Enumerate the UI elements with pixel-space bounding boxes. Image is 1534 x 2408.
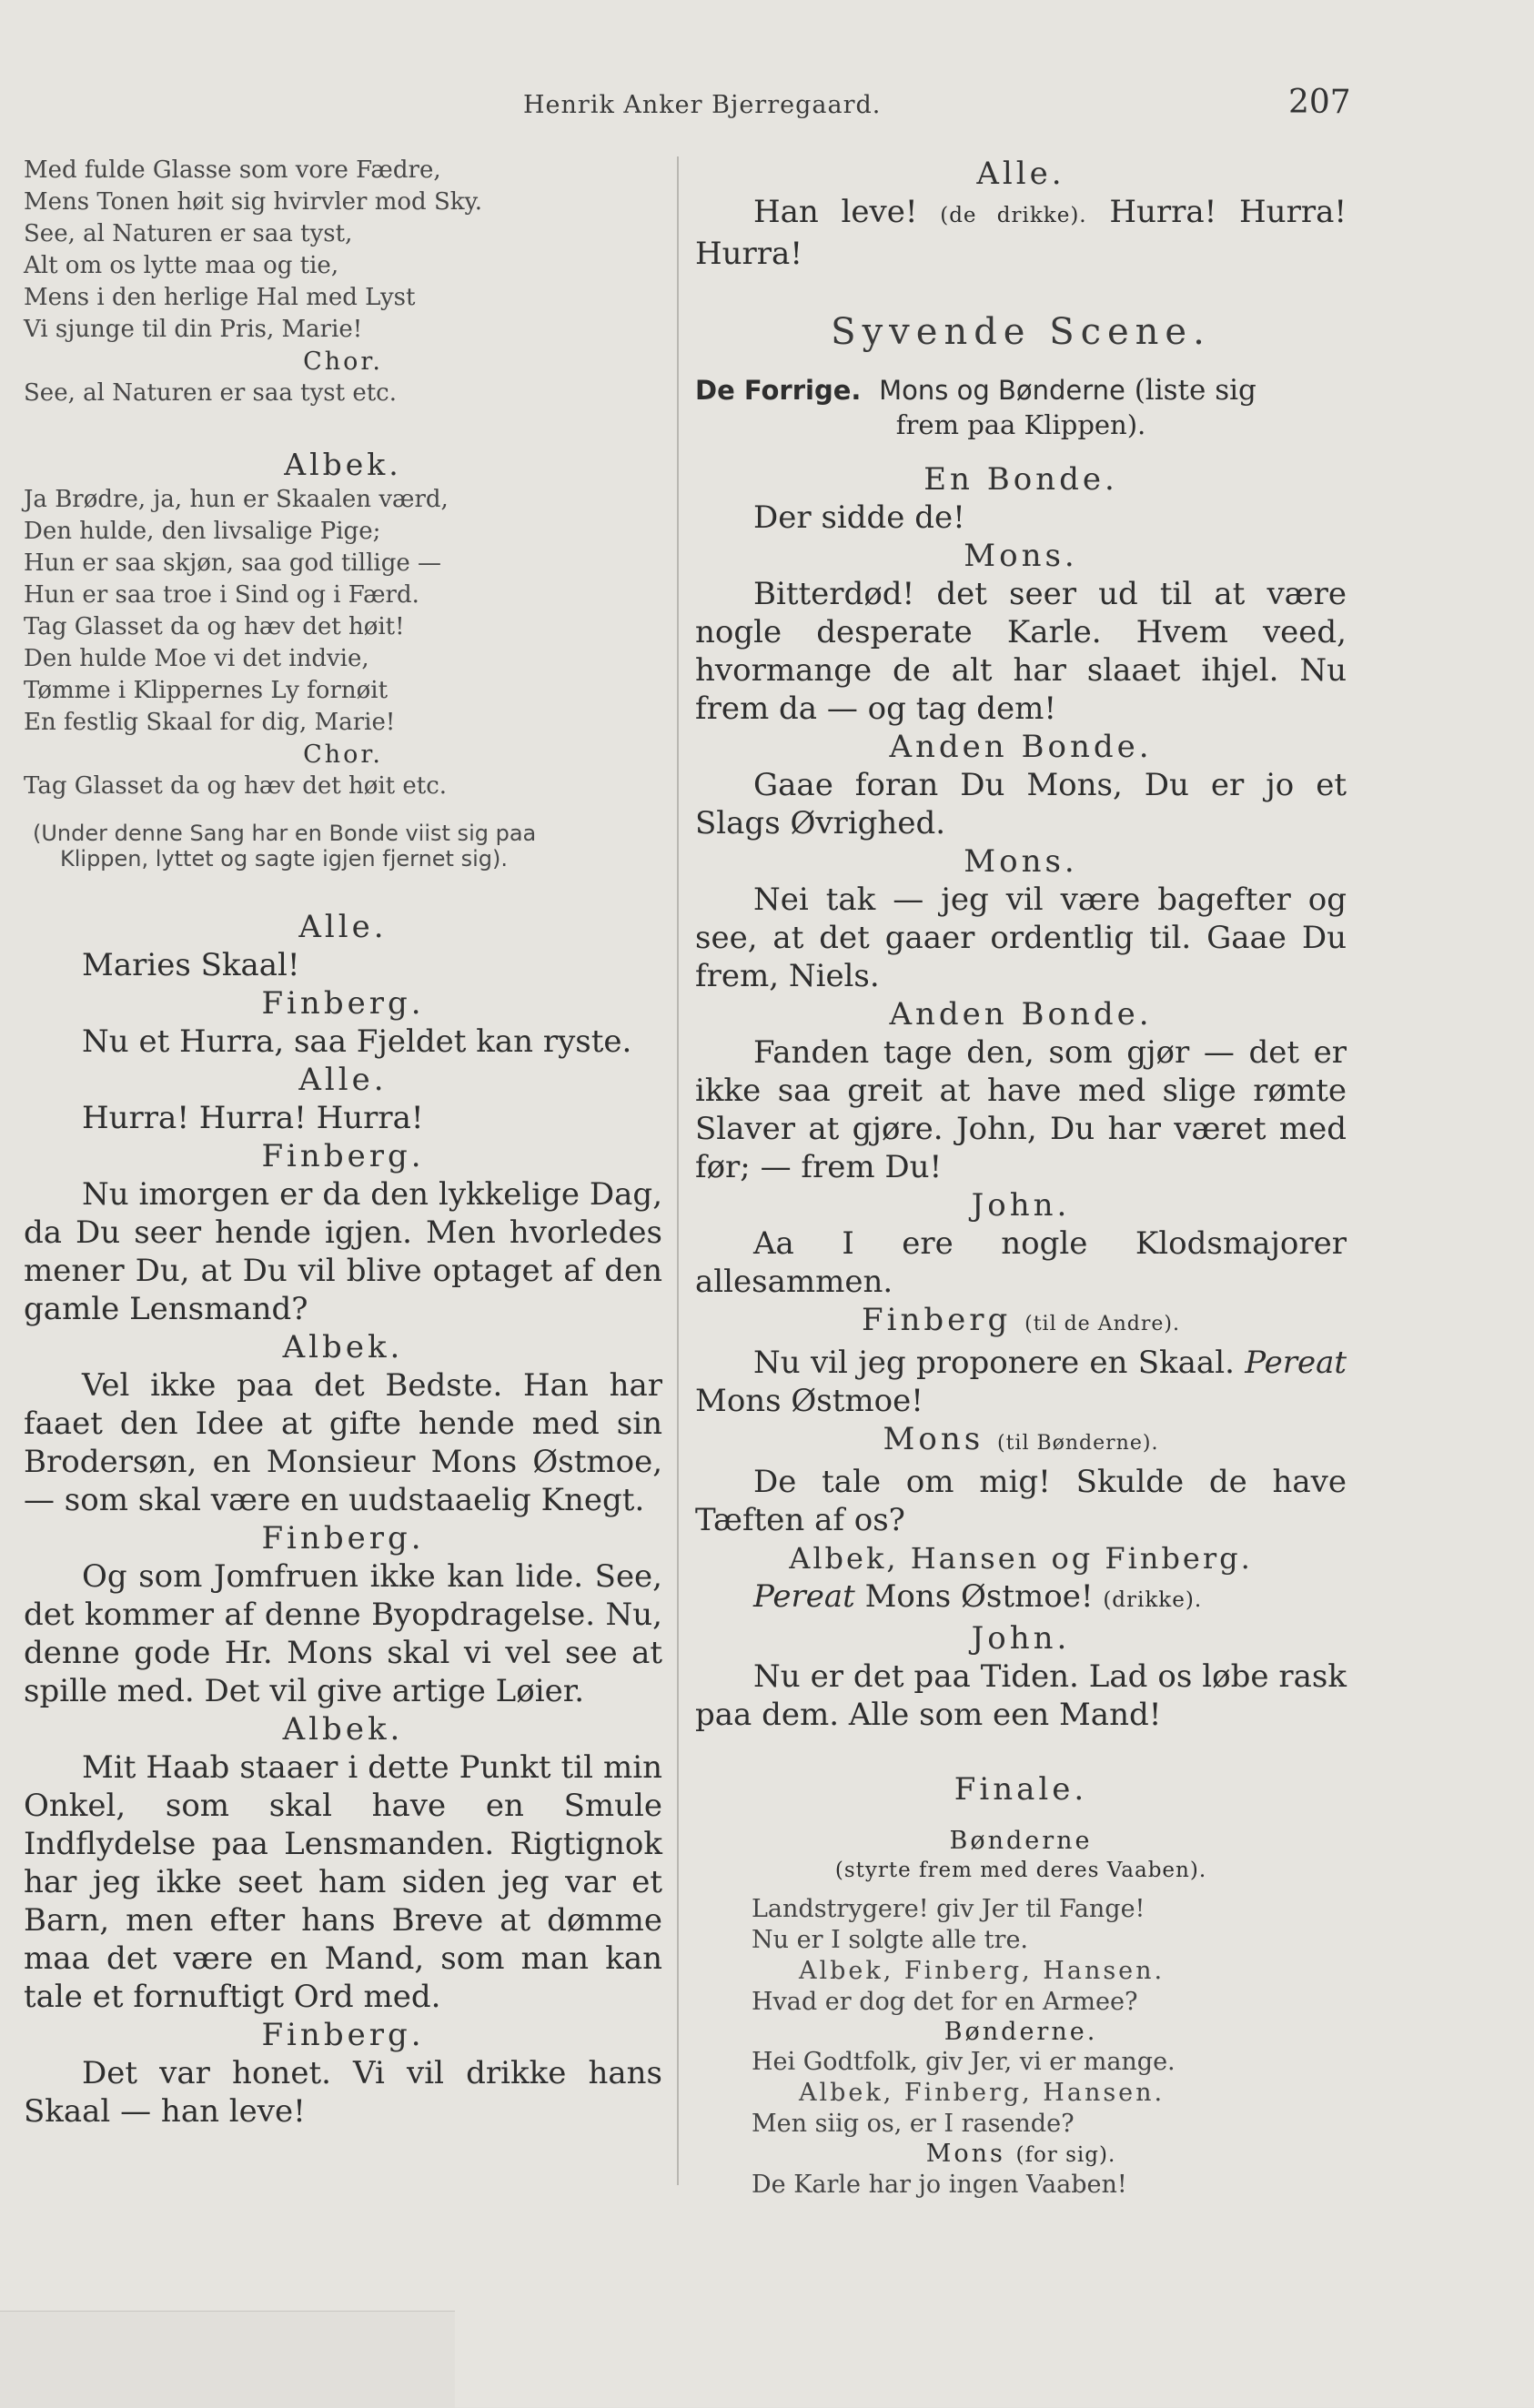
dialogue-emphasis: Pereat	[1245, 1345, 1347, 1381]
dialogue-text: Nu imorgen er da den lykkelige Dag, da Du seer hende igjen. Men hvorledes mener Du, at Du vil blive optaget af den gamle Lensmand?	[24, 1176, 662, 1327]
speaker-albek-hansen-finberg: Albek, Hansen og Finberg.	[789, 1541, 1253, 1576]
speaker-finberg: Finberg.	[261, 1138, 425, 1174]
dialogue-fragment: Han leve!	[753, 194, 941, 230]
dialogue-text: Aa I ere nogle Klodsmajorer allesammen.	[695, 1225, 1347, 1300]
dialogue-text: Mit Haab staaer i dette Punkt til min Onkel, som skal have en Smule Indflydelse paa Lensmanden. Rigtignok har jeg ikke seet ham siden jeg var et Barn, men efter hans Breve at dømme maa det være en Mand, som man kan tale et fornuftigt Ord med.	[24, 1749, 662, 2015]
speaker-finberg: Finberg.	[261, 1520, 425, 1557]
dialogue-text	[695, 1577, 1347, 1619]
dialogue-text: Bitterdød! det seer ud til at være nogle desperate Karle. Hvem veed, hvormange de alt har slaaet ihjel. Nu frem da — og tag dem!	[695, 576, 1347, 727]
dialogue-fragment: Hurra! Hurra! Hurra!	[695, 194, 1347, 272]
dialogue-text: Der sidde de!	[753, 499, 965, 536]
verse-line: Alt om os lytte maa og tie,	[24, 252, 339, 279]
speaker-anden-bonde: Anden Bonde.	[889, 729, 1153, 765]
verse-line: Den hulde, den livsalige Pige;	[24, 518, 381, 545]
dialogue-text: De tale om mig! Skulde de have Tæften af os?	[695, 1464, 1347, 1538]
column-divider	[677, 156, 679, 2185]
speaker-john: John.	[971, 1187, 1071, 1224]
dialogue-text: Og som Jomfruen ikke kan lide. See, det kommer af denne Byopdragelse. Nu, denne gode Hr. Mons skal vi vel see at spille med. Det vil give artige Løier.	[24, 1558, 662, 1709]
speaker-name: Mons	[925, 2140, 1005, 2168]
verse-stanza-1	[24, 155, 662, 346]
dialogue-text	[695, 1344, 1347, 1420]
dialogue-fragment: Mons Østmoe!	[854, 1578, 1104, 1615]
cast-direction: frem paa Klippen).	[895, 409, 1146, 440]
speaker-bonderne: Bønderne	[949, 1827, 1093, 1855]
speaker-alle: Alle.	[298, 909, 388, 945]
speaker-name: Mons	[883, 1421, 984, 1457]
verse-line: Hun er saa troe i Sind og i Færd.	[24, 581, 419, 609]
dialogue-text: Nei tak — jeg vil være bagefter og see, at det gaaer ordentlig til. Gaae Du frem, Niels.	[695, 882, 1347, 994]
page-bottom-edge	[0, 2311, 455, 2408]
speaker-albek-finberg-hansen: Albek, Finberg, Hansen.	[799, 1957, 1166, 1985]
speaker-name: Finberg	[862, 1302, 1012, 1338]
verse-line: Vi sjunge til din Pris, Marie!	[24, 316, 363, 343]
stage-direction-inline: (for sig).	[1015, 2143, 1116, 2167]
verse-line: Mens Tonen høit sig hvirvler mod Sky.	[24, 188, 483, 216]
verse-line: Tømme i Klippernes Ly fornøit	[24, 677, 389, 704]
scene-heading: Syvende Scene.	[831, 311, 1211, 353]
speaker-finberg: Finberg.	[261, 2017, 425, 2053]
speaker-alle: Alle.	[976, 156, 1065, 192]
right-column	[695, 155, 1347, 2201]
speaker-albek-finberg-hansen: Albek, Finberg, Hansen.	[799, 2079, 1166, 2107]
speaker-mons: Mons.	[964, 538, 1078, 574]
verse-line: Med fulde Glasse som vore Fædre,	[24, 156, 441, 184]
finale-heading: Finale.	[954, 1771, 1088, 1808]
stage-direction-line: Klippen, lyttet og sagte igjen fjernet sig).	[60, 846, 508, 872]
dialogue-text: Maries Skaal!	[82, 947, 300, 983]
verse-line: En festlig Skaal for dig, Marie!	[24, 709, 396, 736]
speaker-mons: Mons.	[964, 843, 1078, 880]
speaker-albek: Albek.	[282, 1329, 404, 1365]
stage-direction-line: (Under denne Sang har en Bonde viist sig paa	[33, 821, 537, 846]
speaker-chor: Chor.	[303, 741, 383, 769]
verse-line: Hei Godtfolk, giv Jer, vi er mange.	[752, 2048, 1176, 2076]
speaker-en-bonde: En Bonde.	[923, 461, 1118, 498]
dialogue-text: Gaae foran Du Mons, Du er jo et Slags Øvrighed.	[695, 767, 1347, 841]
verse-line: Ja Brødre, ja, hun er Skaalen værd,	[24, 486, 449, 513]
verse-line: Hun er saa skjøn, saa god tillige —	[24, 549, 442, 577]
verse-line: Men siig os, er I rasende?	[752, 2110, 1075, 2138]
chorus-line: See, al Naturen er saa tyst etc.	[24, 379, 398, 407]
dialogue-emphasis: Pereat	[753, 1578, 855, 1615]
dialogue-text: Vel ikke paa det Bedste. Han har faaet den Idee at gifte hende med sin Brodersøn, en Monsieur Mons Østmoe, — som skal være en uudstaaelig Knegt.	[24, 1367, 662, 1518]
verse-line: Den hulde Moe vi det indvie,	[24, 645, 369, 672]
verse-stanza-2	[24, 484, 662, 739]
speaker-mons	[695, 2140, 1347, 2170]
speaker-anden-bonde: Anden Bonde.	[889, 996, 1153, 1033]
speaker-albek: Albek.	[282, 1711, 404, 1748]
verse-line: Landstrygere! giv Jer til Fange!	[752, 1895, 1145, 1923]
verse-line: See, al Naturen er saa tyst,	[24, 220, 353, 247]
dialogue-fragment: Nu vil jeg proponere en Skaal.	[753, 1345, 1246, 1381]
verse-line: Tag Glasset da og hæv det høit!	[24, 613, 405, 640]
speaker-finberg: Finberg.	[261, 985, 425, 1022]
dialogue-text: Hurra! Hurra! Hurra!	[82, 1100, 424, 1136]
running-title: Henrik Anker Bjerregaard.	[523, 91, 882, 119]
dialogue-fragment: Mons Østmoe!	[695, 1383, 923, 1419]
dialogue-text	[695, 193, 1347, 273]
speaker-mons	[695, 1420, 1347, 1463]
running-head	[0, 84, 1534, 127]
stage-direction-inline: (drikke).	[1103, 1588, 1203, 1612]
speaker-john: John.	[971, 1620, 1071, 1657]
speaker-albek: Albek.	[284, 447, 402, 482]
cast-direction: (liste sig	[1125, 374, 1256, 407]
speaker-chor: Chor.	[303, 348, 383, 376]
left-column	[24, 155, 662, 2131]
page-number: 207	[1288, 84, 1351, 121]
verse-line: Hvad er dog det for en Armee?	[752, 1988, 1138, 2016]
stage-direction-inline: (til de Andre).	[1024, 1313, 1180, 1335]
speaker-finberg	[695, 1301, 1347, 1344]
scene-cast	[695, 373, 1347, 442]
verse-line: Nu er I solgte alle tre.	[752, 1926, 1029, 1954]
dialogue-text: Nu er det paa Tiden. Lad os løbe rask paa dem. Alle som een Mand!	[695, 1658, 1347, 1733]
speaker-alle: Alle.	[298, 1062, 388, 1098]
chorus-line: Tag Glasset da og hæv det høit etc.	[24, 772, 448, 800]
verse-line: Mens i den herlige Hal med Lyst	[24, 284, 416, 311]
cast-forrige: De Forrige.	[695, 375, 862, 406]
speaker-bonderne: Bønderne.	[944, 2018, 1098, 2046]
stage-direction-inline: (de drikke).	[940, 204, 1087, 227]
stage-direction	[33, 821, 662, 872]
stage-direction-inline: (til Bønderne).	[996, 1432, 1159, 1455]
cast-mons-bonderne: Mons og Bønderne	[879, 375, 1125, 406]
stage-direction: (styrte frem med deres Vaaben).	[834, 1859, 1207, 1882]
verse-line: De Karle har jo ingen Vaaben!	[752, 2171, 1127, 2199]
dialogue-text: Fanden tage den, som gjør — det er ikke saa greit at have med slige rømte Slaver at gjøre. John, Du har været med før; — frem Du!	[695, 1034, 1347, 1185]
dialogue-text: Nu et Hurra, saa Fjeldet kan ryste.	[82, 1023, 632, 1060]
dialogue-text: Det var honet. Vi vil drikke hans Skaal — han leve!	[24, 2055, 662, 2130]
